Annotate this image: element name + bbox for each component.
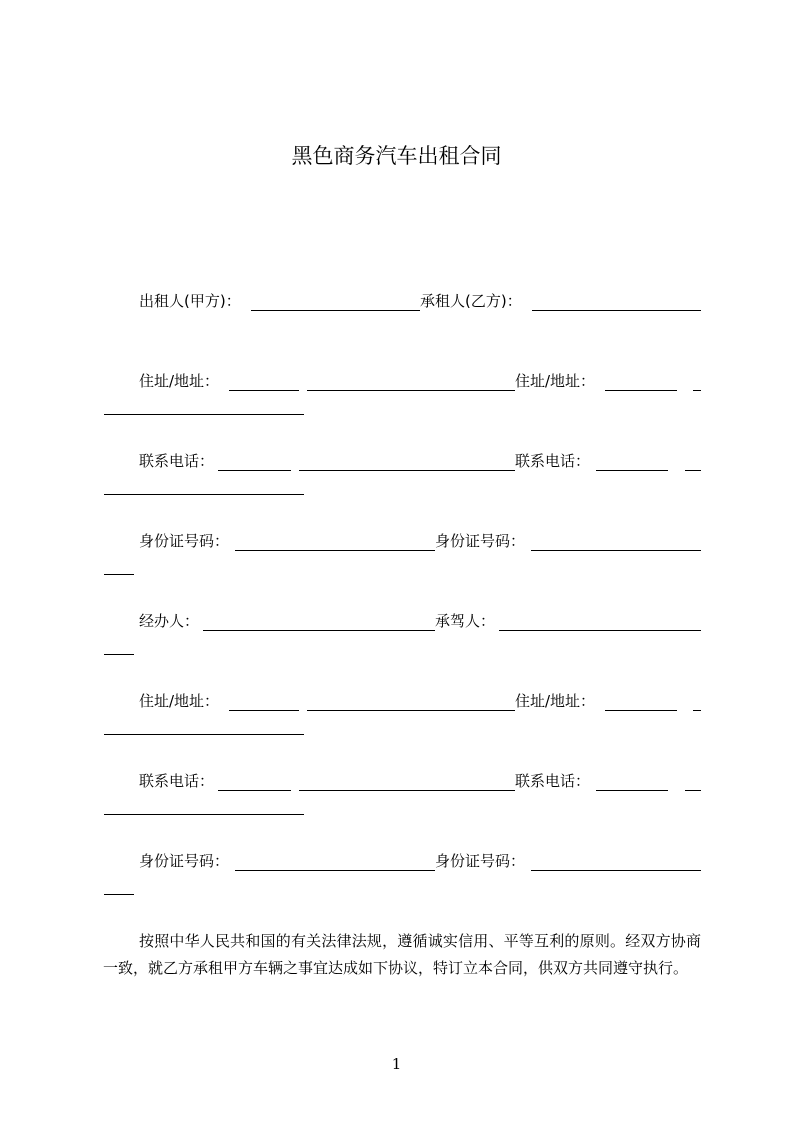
id-row-2 (0, 851, 793, 871)
lessor-phone-label: 联系电话： (139, 452, 215, 470)
agent-id-label: 身份证号码： (139, 852, 230, 870)
lessor-id-label: 身份证号码： (139, 532, 230, 550)
agent-address-field-a[interactable] (229, 691, 299, 711)
address-row-cont (0, 395, 793, 415)
lessee-field[interactable] (532, 291, 701, 311)
lessee-id-field[interactable] (531, 531, 701, 551)
address-row-2-cont (0, 715, 793, 735)
driver-id-label: 身份证号码： (435, 852, 526, 870)
agent-field[interactable] (203, 611, 435, 631)
agent-row-cont (0, 635, 793, 655)
driver-label: 承驾人： (435, 612, 496, 630)
lessee-address-field-b[interactable] (693, 371, 701, 391)
lessor-address-field-a[interactable] (229, 371, 299, 391)
driver-address-field-b[interactable] (693, 691, 701, 711)
driver-address-field-a[interactable] (605, 691, 677, 711)
driver-field-cont[interactable] (104, 635, 134, 655)
agent-phone-field-b[interactable] (299, 771, 515, 791)
agent-phone-field-a[interactable] (218, 771, 291, 791)
driver-phone-field-b[interactable] (685, 771, 701, 791)
lessee-label: 承租人(乙方)： (420, 292, 522, 310)
agent-address-field-b[interactable] (307, 691, 515, 711)
driver-field[interactable] (499, 611, 701, 631)
lessee-address-field-a[interactable] (605, 371, 677, 391)
driver-id-field[interactable] (531, 851, 701, 871)
driver-phone-field-c[interactable] (104, 795, 304, 815)
driver-address-label: 住址/地址： (515, 692, 596, 710)
driver-phone-label: 联系电话： (515, 772, 591, 790)
lessor-address-field-b[interactable] (307, 371, 515, 391)
lessee-id-field-cont[interactable] (104, 555, 134, 575)
lessee-phone-field-c[interactable] (104, 475, 304, 495)
driver-id-field-cont[interactable] (104, 875, 134, 895)
lessor-address-label: 住址/地址： (139, 372, 220, 390)
lessor-label: 出租人(甲方)： (139, 292, 241, 310)
lessee-address-field-c[interactable] (104, 395, 304, 415)
id-row-cont (0, 555, 793, 575)
agent-address-label: 住址/地址： (139, 692, 220, 710)
phone-row (0, 451, 793, 471)
agent-id-field[interactable] (235, 851, 435, 871)
phone-row-cont (0, 475, 793, 495)
address-row (0, 371, 793, 391)
address-row-2 (0, 691, 793, 711)
driver-address-field-c[interactable] (104, 715, 304, 735)
id-row (0, 531, 793, 551)
lessee-address-label: 住址/地址： (515, 372, 596, 390)
agent-phone-label: 联系电话： (139, 772, 215, 790)
id-row-2-cont (0, 875, 793, 895)
lessee-phone-field-b[interactable] (685, 451, 701, 471)
phone-row-2 (0, 771, 793, 791)
lessor-phone-field-a[interactable] (218, 451, 291, 471)
lessor-phone-field-b[interactable] (299, 451, 515, 471)
lessor-field[interactable] (251, 291, 420, 311)
driver-phone-field-a[interactable] (596, 771, 668, 791)
page-number: 1 (391, 1055, 402, 1073)
agent-row (0, 611, 793, 631)
intro-paragraph: 按照中华人民共和国的有关法律法规，遵循诚实信用、平等互利的原则。经双方协商一致，就乙方承租甲方车辆之事宜达成如下协议，特订立本合同，供双方共同遵守执行。 (103, 932, 701, 977)
lessor-id-field[interactable] (235, 531, 435, 551)
page-title: 黑色商务汽车出租合同 (291, 144, 502, 168)
lessee-phone-label: 联系电话： (515, 452, 591, 470)
phone-row-2-cont (0, 795, 793, 815)
lessee-phone-field-a[interactable] (596, 451, 668, 471)
agent-label: 经办人： (139, 612, 200, 630)
lessee-id-label: 身份证号码： (435, 532, 526, 550)
party-row (0, 291, 793, 311)
